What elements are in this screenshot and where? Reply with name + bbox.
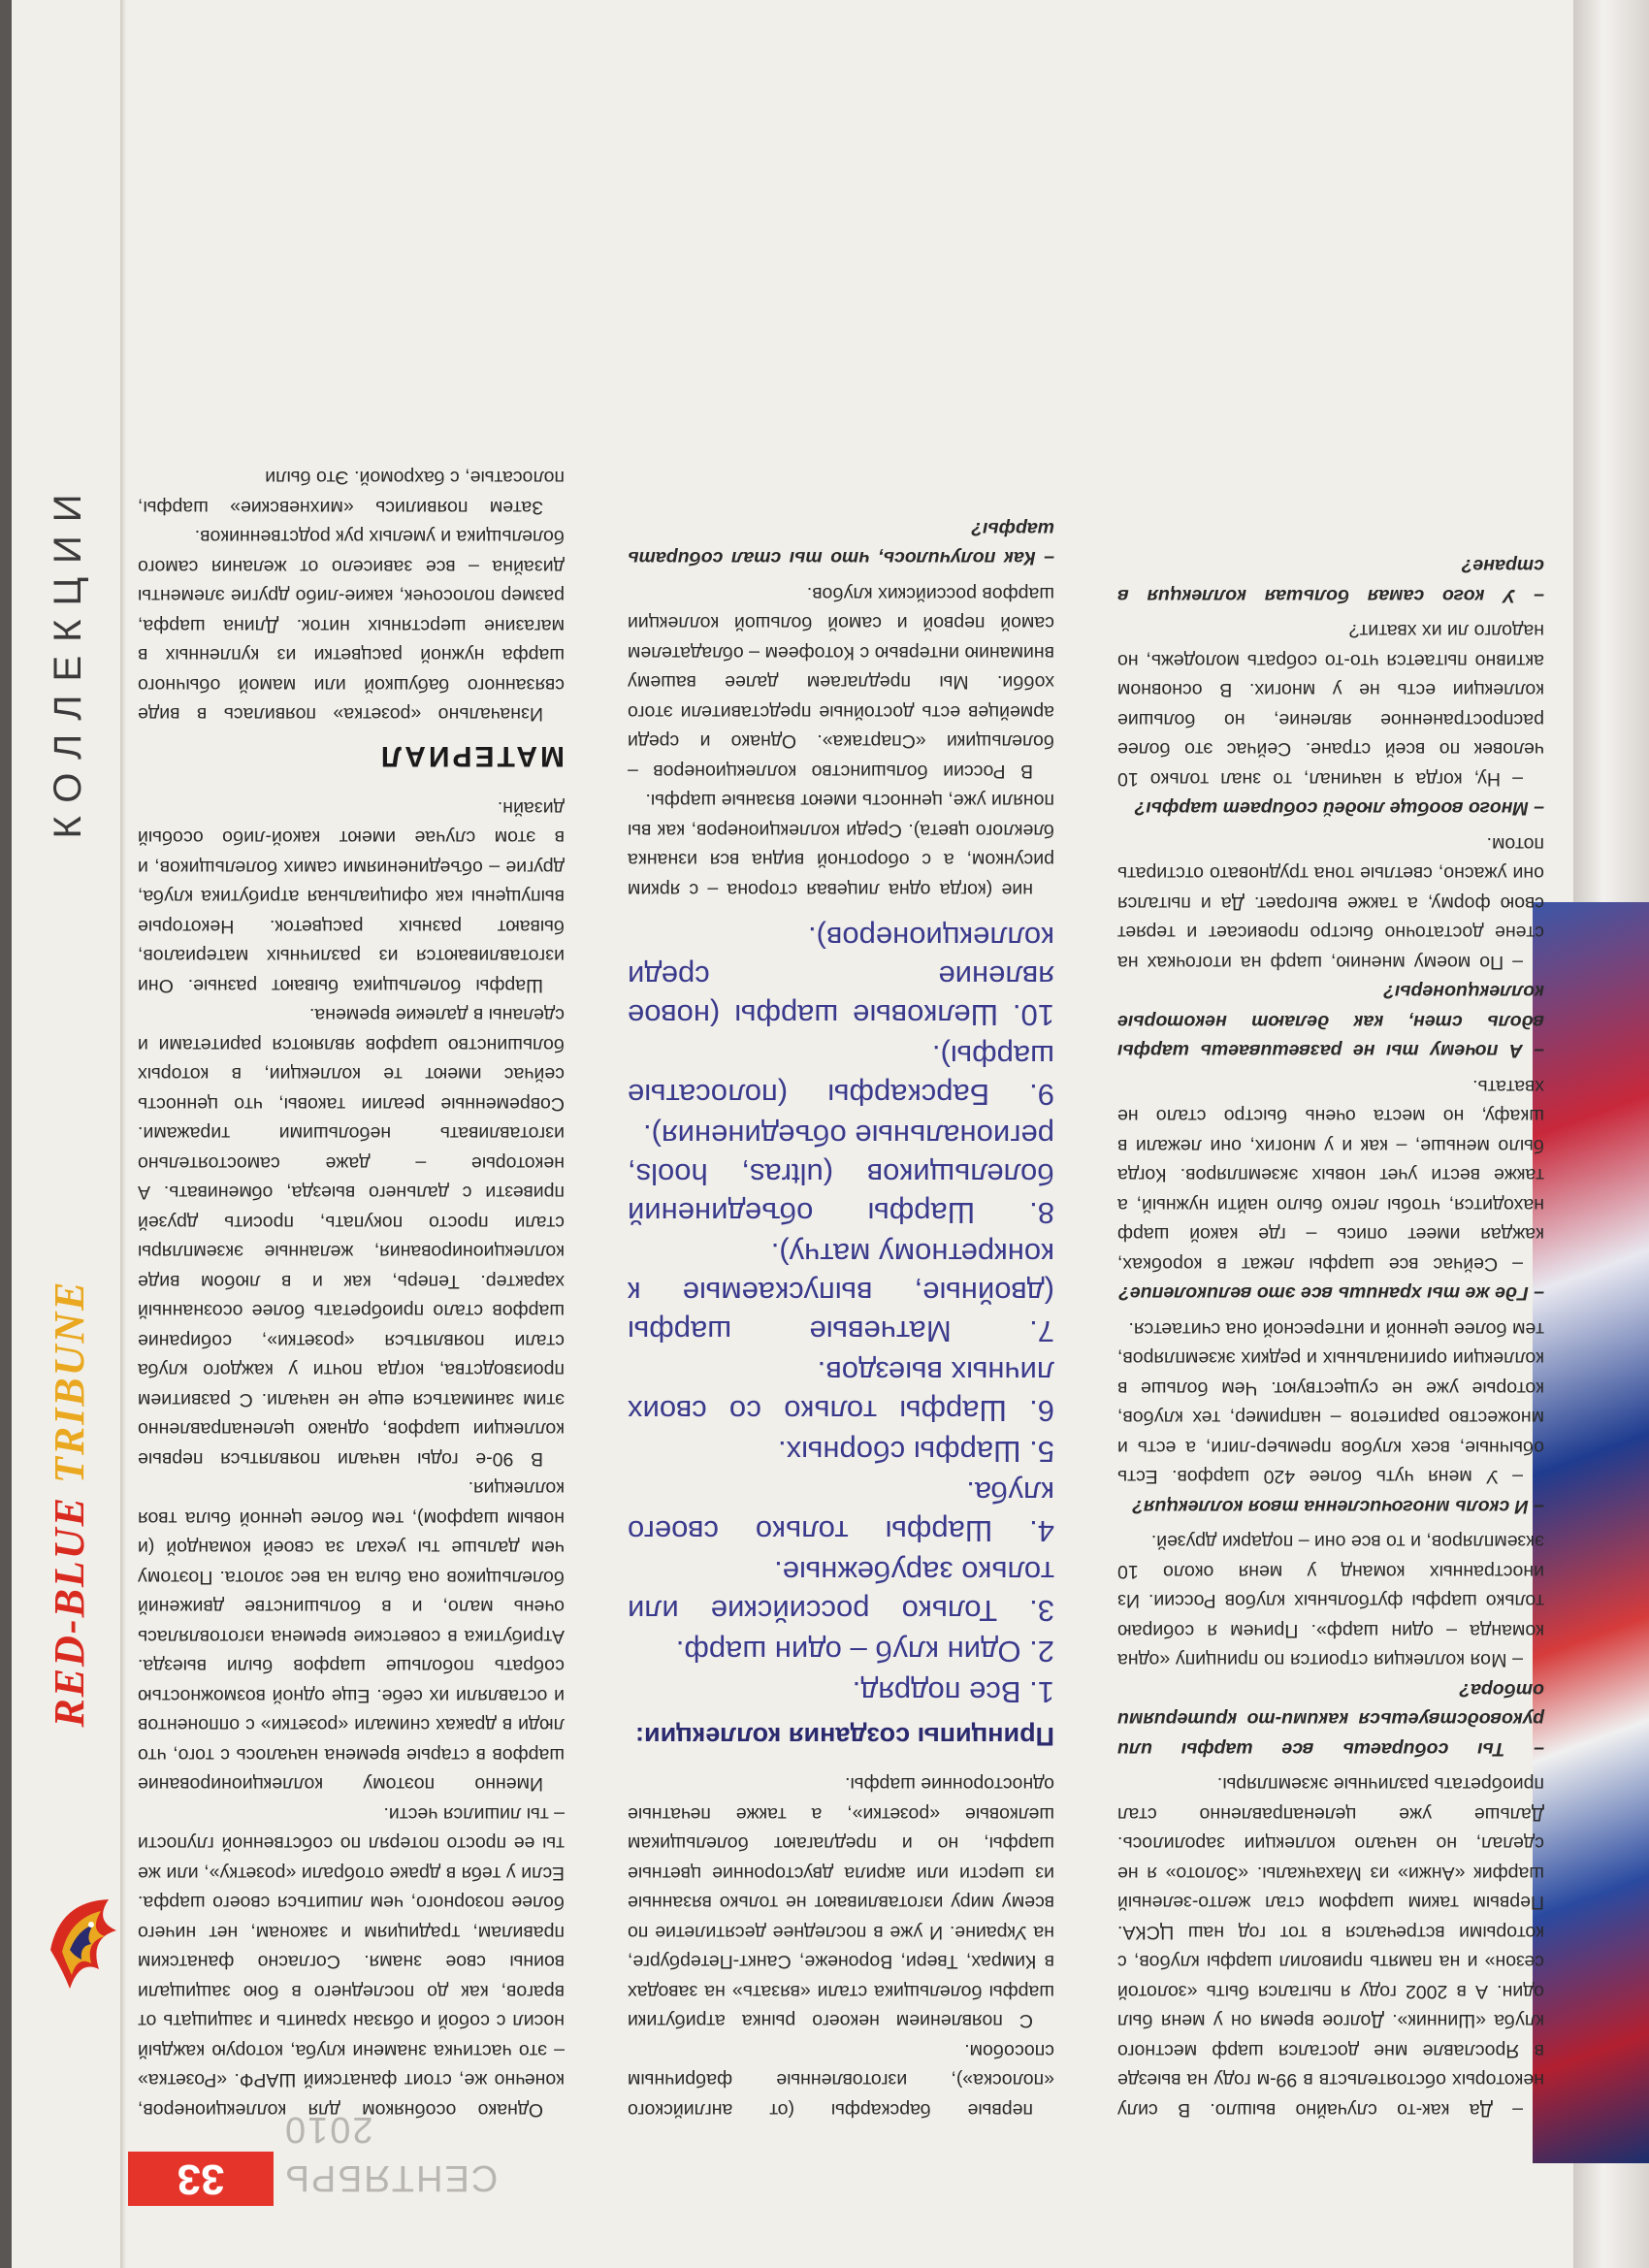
article-columns (128, 58, 1544, 2124)
page-number: 33 (128, 2152, 274, 2206)
section-label (39, 407, 97, 912)
list-item: 4. Шарфы только своего клуба. (628, 1475, 1054, 1548)
paragraph: Затем появились «михневские» шарфы, полосатые, с бахромой. Это были (138, 467, 565, 518)
column-principles (628, 514, 1054, 2125)
question: – Где же ты хранишь все это великолепие? (1117, 1282, 1544, 1305)
question: – И сколь многочисленна твоя коллекция? (1132, 1496, 1544, 1517)
principles-list (628, 918, 1054, 1711)
question: – А почему ты не развешиваешь шарфы вдоль стен, как делают некоторые коллекционеры? (1117, 981, 1544, 1062)
paragraph: Шарфы болельщика бывают разные. Они изготавливаются из различных материалов, бывают разных расцветок. Некоторые выпущены как официальная атрибутика клуба, другие – объединениями самих болельщиков, и в этом случае имеют какой-либо особый дизайн. (138, 797, 565, 996)
column-intro (138, 463, 565, 2124)
brand-wordmark (41, 1213, 99, 1795)
section-label-text: КОЛЛЕКЦИИ (47, 480, 89, 839)
paragraph: Однако особняком для коллекционеров, конечно же, стоит фанатский ШАРФ. «Розетка» – это частичка знамени клуба, которую каждый носил с собой и обязан хранить и защищать от врагов, как до последнего в бою защищали воины свое знамя. Согласно фанатским правилам, традициям и законам, нет ничего более позорного, чем лишиться своего шарфа. Если у тебя в драке отобрали «розетку», или же ты ее просто потерял по собственной глупости – ты лишился чести. (138, 1803, 565, 2121)
list-item: 2. Один клуб – один шарф. (675, 1635, 1054, 1669)
paragraph: Изначально «розетка» появилась в виде связанного бабушкой или мамой обычного шарфа нужной расцветки из купленных в магазине шерстяных ниток. Длина шарфа, размер полосочек, какие-либо другие элементы дизайна – все зависело от желания самого болельщика и умелых рук родственников. (138, 526, 565, 726)
question: – Много вообще людей собирает шарфы? (1134, 797, 1544, 820)
paragraph: – У меня чуть более 420 шарфов. Есть обычные, всех клубов премьер-лиги, а есть и множество раритетов – например, тех клубов, которые уже не существуют. Чем больше в коллекции оригинальных и редких экземпляров, тем более ценной и интересной она считается. (1117, 1318, 1544, 1488)
paragraph: первые барскарфы (от английского «полоска»), изготовленные фабричным способом. (628, 2040, 1054, 2121)
list-item: 10. Шелковые шарфы (новое явление среди коллекционеров). (628, 921, 1054, 1032)
brand-part-red: RED-BLUE (46, 1496, 93, 1728)
issue-date: СЕНТЯБРЬ 2010 (283, 2109, 499, 2198)
list-item: 9. Барскарфы (полосатые шарфы). (628, 1039, 1054, 1112)
list-item: 1. Все подряд. (852, 1675, 1054, 1709)
paragraph: – Моя коллекция строится по принципу «одна команда – один шарф». Причем я собираю только шарфы футбольных клубов России. Из иностранных команд у меня около 10 экземпляров, и то все они – подарки друзей. (1117, 1531, 1544, 1671)
paragraph: В 90-е годы начали появляться первые коллекции шарфов, однако целенаправленно этим заниматься еще не начали. С развитием производства, когда почти у каждого клуба стали появляться «розетки», собирание шарфов стало приобретать более осознанный характер. Теперь, как и в любом виде коллекционирования, желанные экземпляры стали просто покупать, просить друзей привезти с дальнего выезда, обменивать. А некоторые – даже самостоятельно изготавливать небольшими тиражами. Современные реалии таковы, что ценность сейчас имеют те коллекции, в которых большинство шарфов являются раритетами и сделаны в далекие времена. (138, 1004, 565, 1470)
list-item: 8. Шарфы объединений болельщиков (ultras, hools, региональные объединения). (628, 1118, 1054, 1230)
question: – Ты собираешь все шарфы или руководствуешься какими-то критериями отбора? (1117, 1679, 1544, 1760)
paragraph: ние (когда одна лицевая сторона – с ярким рисунком, а с оборотной видна вся изнанка блеклого цвета). Среди коллекционеров, как вы поняли уже, ценность имеют вязаные шарфы. (628, 790, 1054, 900)
rotated-content (128, 58, 1544, 2212)
paragraph: В России большинство коллекционеров – болельщики «Спартака». Однако и среди армейцев есть достойные представители этого хобби. Мы предлагаем далее вашему вниманию интервью с Котофеем – обладателем самой первой и самой большой коллекции шарфов российских клубов. (628, 583, 1054, 782)
page-header (128, 2109, 1544, 2212)
paragraph: – По моему мнению, шарф на итогочках на стене достаточно быстро провисает и теряет свою форму, а также выгорает. Да и пытался они ужасно, светлые тона трудновато отстирать потом. (1117, 833, 1544, 973)
paragraph: Именно поэтому коллекционирование шарфов в старые времена началось с того, что люди в драках снимали «розетки» с оппонентов и оставляли их себе. Еще одной возможностью собрать побольше шарфов были выезда. Атрибутика в советские времена изготовлялась очень мало, и в большинстве движений болельщиков она была на вес золота. Поэтому чем дальше ты уехал за своей командой (и новым шарфом), тем более ценной была твоя коллекция. (138, 1477, 565, 1796)
list-item: 5. Шарфы сборных. (777, 1435, 1054, 1469)
list-item: 7. Матчевые шарфы (двойные, выпускаемые к конкретному матчу). (628, 1237, 1054, 1348)
section-title: МАТЕРИАЛ (377, 740, 565, 773)
brand-wordmark-text (41, 1251, 99, 1756)
sidebar (12, 0, 120, 2268)
column-interview (1117, 551, 1544, 2124)
paragraph: – Сейчас все шарфы лежат в коробках, каждая имеет опись – где какой шарф находится, чтобы легко было найти нужный, а также вести учет новых экземпляров. Когда было меньше, – как и у многих, они лежали в шкафу, но места очень быстро стало не хватать. (1117, 1076, 1544, 1275)
paragraph: – Да как-то случайно вышло. В силу некоторых обстоятельств в 99-м году на выезде в Ярославле мне достался шарф местного клуба «Шинник». Долгое время он у меня был один. А в 2002 году я пытался быть «золотой сезон» и на память приволил шарфы клубов, с которыми встречался в тот год наш ЦСКА. Первым таким шарфом стал желто-зеленый шарфик «Анжи» из Махачкалы. «Золото» я не сделал, но начало коллекции заролилось. Дальше уже целенаправленно стал приобретать различные экземпляры. (1117, 1773, 1544, 2121)
paragraph: – Ну, когда я начинал, то знал только 10 человек по всей стране. Сейчас это более распространенное явление, но большие коллекции есть не у многих. В основном активно пытается что-то собрать молодежь, но надолго ли их хватит? (1117, 620, 1544, 790)
principles-heading: Принципы создания коллекции: (635, 1722, 1054, 1751)
paragraph: С появлением некоего рынка атрибутики шарфы болельщика стали «вязать» на заводах в Кимрах, Твери, Воронеже, Санкт-Петербурге, на Украине. И уже в последнее десятилетие по всему миру изготавливают не только вязанные из шерсти или акрила двусторонние цветные шарфы, но и предлагают болельщикам шелковые «розетки», а также печатные односторонние шарфы. (628, 1773, 1054, 2032)
scarves-photo (1533, 902, 1649, 2163)
question: – У кого самая большая коллекция в стране? (1117, 555, 1544, 606)
bird-logo-icon (41, 1892, 128, 1998)
brand-part-yellow: TRIBUNE (46, 1280, 93, 1484)
binding-shadow (120, 0, 126, 2268)
question: – Как получилось, что ты стал собирать шарфы? (628, 518, 1054, 569)
list-item: 3. Только российские или только зарубежные. (628, 1555, 1054, 1628)
list-item: 6. Шарфы только со своих личных выездов. (628, 1355, 1054, 1428)
